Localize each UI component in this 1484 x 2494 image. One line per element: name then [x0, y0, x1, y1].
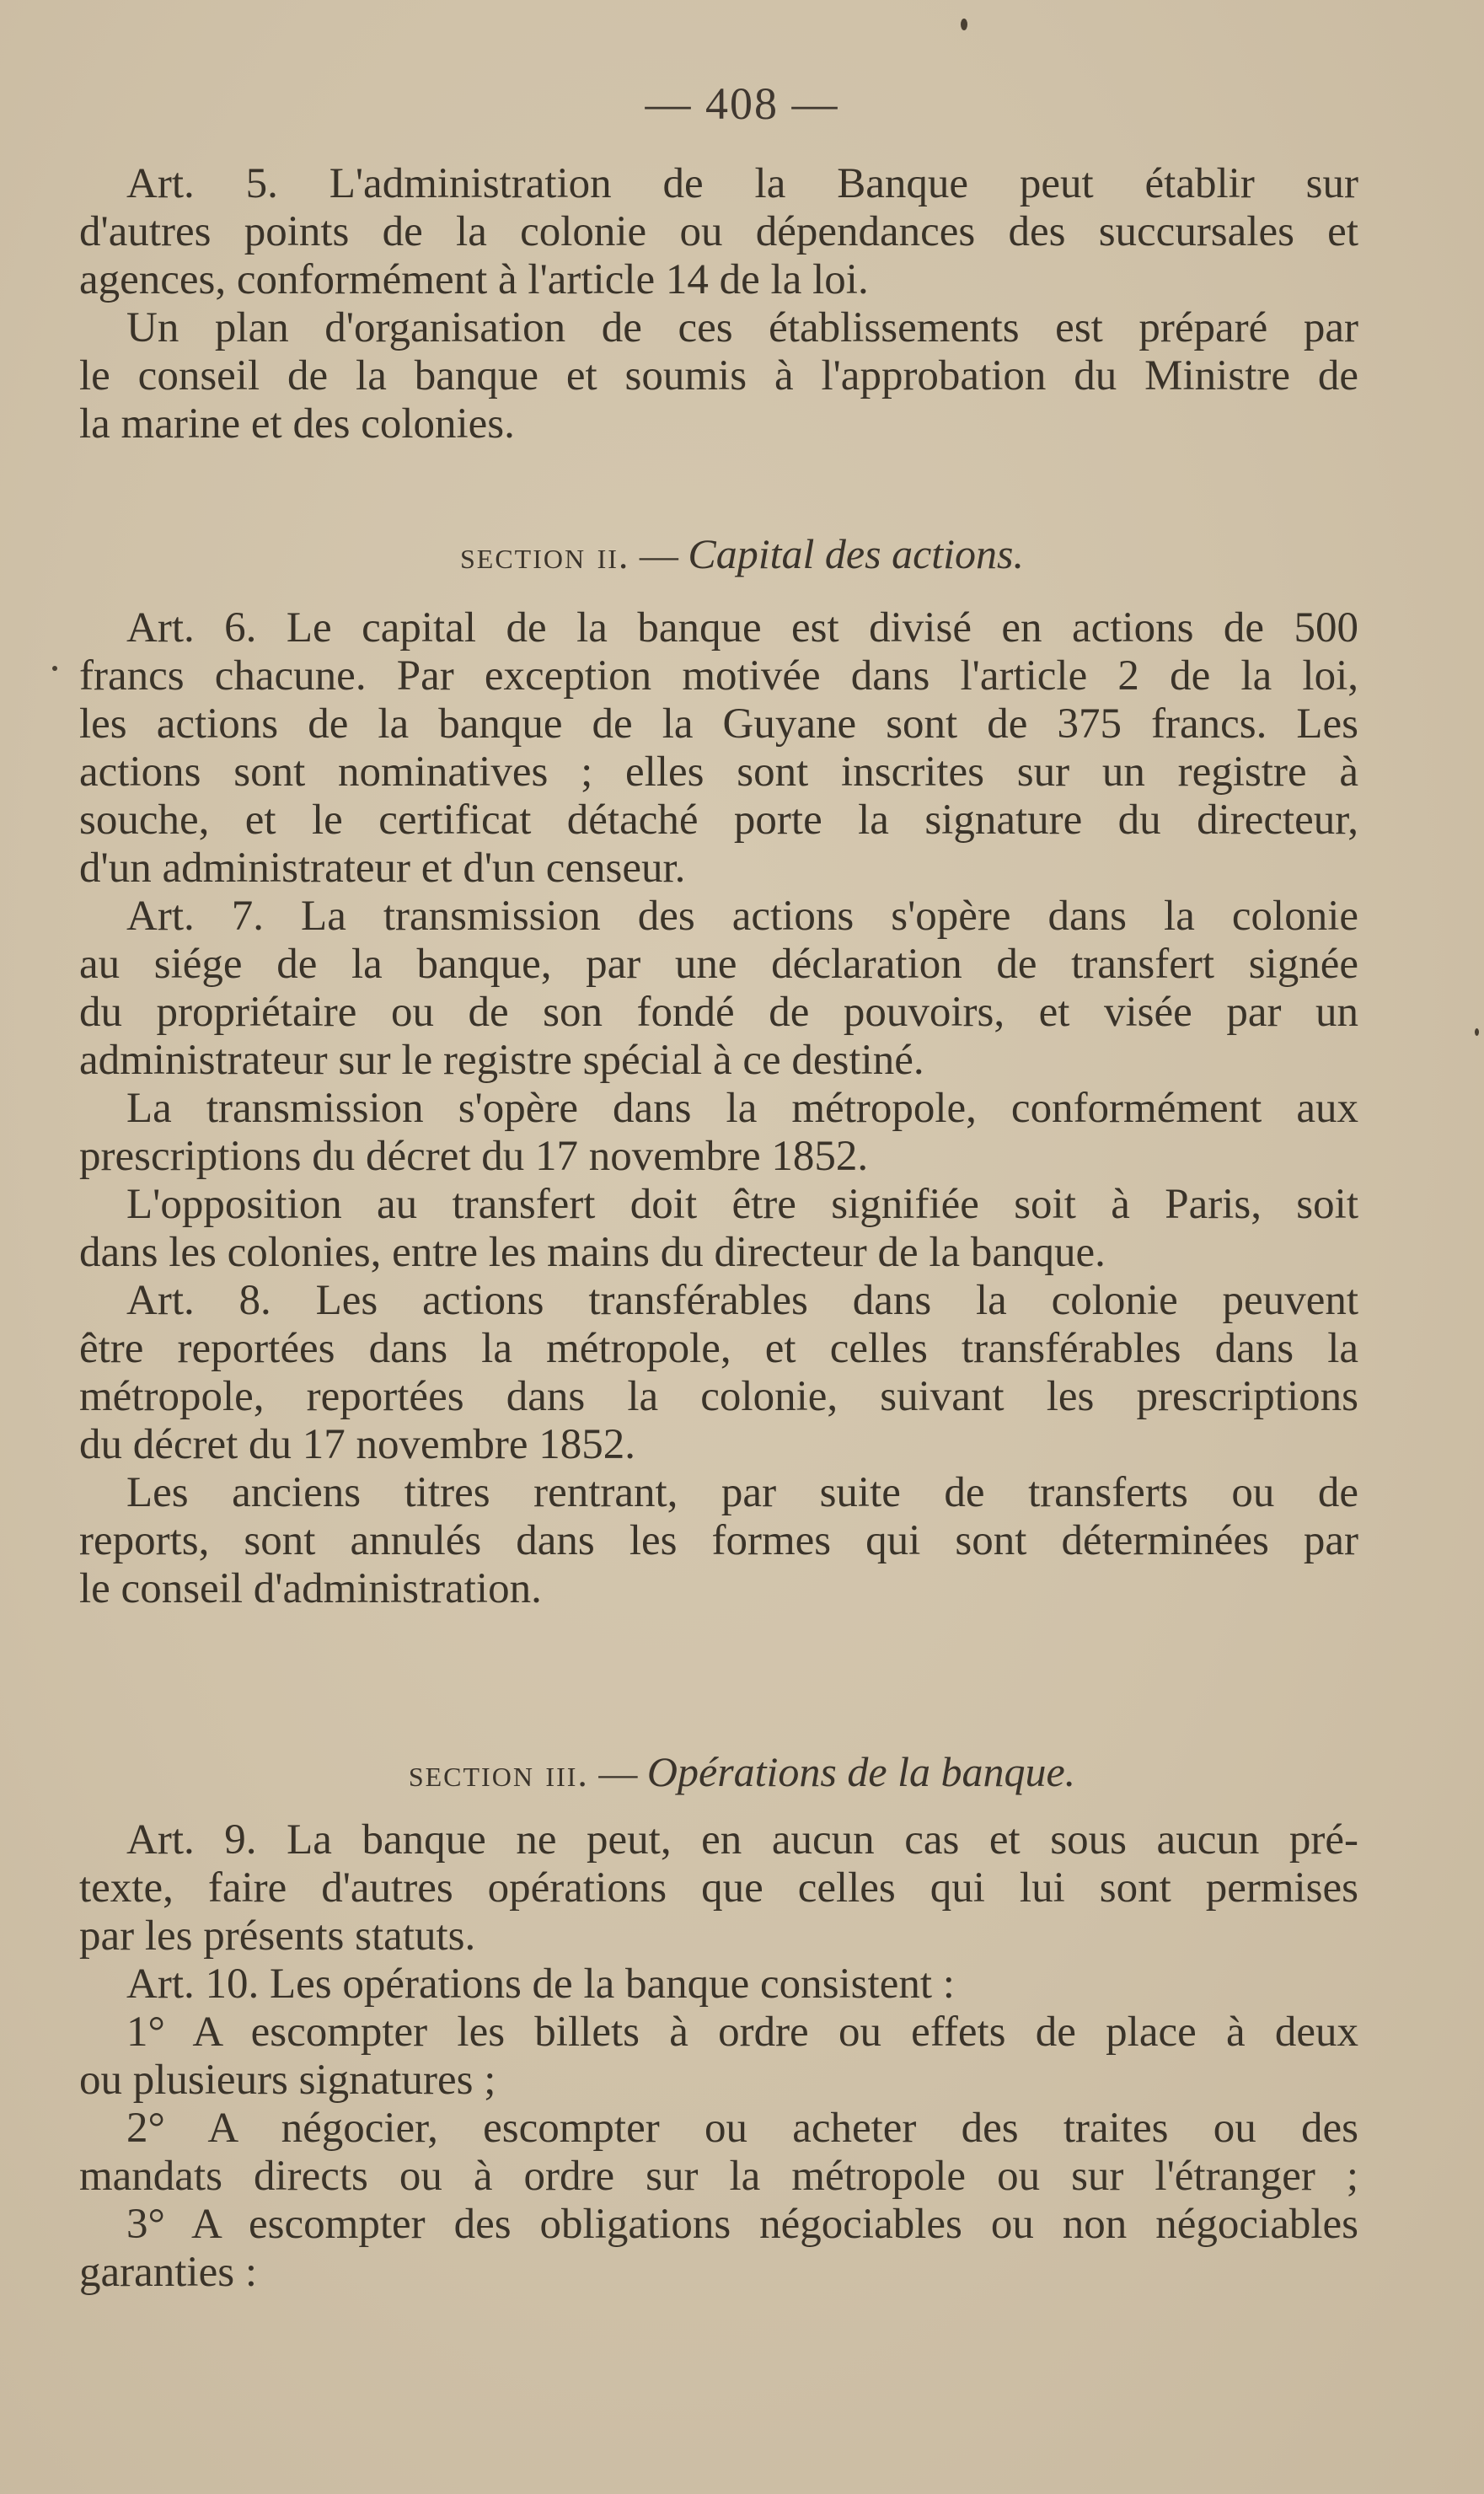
text-line: actions sont nominatives ; elles sont inscrites sur un registre à	[79, 748, 1358, 796]
text-line: L'opposition au transfert doit être signifiée soit à Paris, soit	[126, 1181, 1358, 1228]
text-line: 2° A négocier, escompter ou acheter des traites ou des	[126, 2105, 1358, 2152]
text-line: reports, sont annulés dans les formes qui sont déterminées par	[79, 1517, 1358, 1564]
text-line: administrateur sur le registre spécial à ce destiné.	[79, 1037, 924, 1084]
text-line: 1° A escompter les billets à ordre ou effets de place à deux	[126, 2009, 1358, 2056]
text-line: les actions de la banque de la Guyane sont de 375 francs. Les	[79, 700, 1358, 748]
text-line: texte, faire d'autres opérations que celles qui lui sont permises	[79, 1864, 1358, 1912]
text-line: par les présents statuts.	[79, 1912, 476, 1960]
text-line: garanties :	[79, 2249, 257, 2296]
text-line: francs chacune. Par exception motivée dans l'article 2 de la loi,	[79, 652, 1358, 700]
text-line: Art. 6. Le capital de la banque est divisé en actions de 500	[126, 604, 1358, 652]
text-line: mandats directs ou à ordre sur la métropole ou sur l'étranger ;	[79, 2153, 1358, 2200]
text-line: être reportées dans la métropole, et celles transférables dans la	[79, 1325, 1358, 1372]
text-line: la marine et des colonies.	[79, 400, 515, 448]
section-dash: —	[629, 534, 688, 577]
text-line: Art. 9. La banque ne peut, en aucun cas et sous aucun pré-	[126, 1816, 1358, 1864]
text-line: agences, conformément à l'article 14 de la loi.	[79, 256, 869, 303]
page-number: — 408 —	[645, 78, 839, 129]
text-line: Art. 10. Les opérations de la banque consistent :	[126, 1960, 955, 2008]
text-line: La transmission s'opère dans la métropole, conformément aux	[126, 1085, 1358, 1132]
section-dash: —	[588, 1751, 647, 1794]
text-line: le conseil d'administration.	[79, 1565, 542, 1612]
ink-speck	[52, 666, 57, 671]
text-line: ou plusieurs signatures ;	[79, 2057, 496, 2104]
text-line: d'un administrateur et d'un censeur.	[79, 845, 686, 892]
text-line: Art. 8. Les actions transférables dans la colonie peuvent	[126, 1277, 1358, 1324]
text-line: 3° A escompter des obligations négociables ou non négociables	[126, 2201, 1358, 2248]
text-line: au siége de la banque, par une déclaration de transfert signée	[79, 941, 1358, 988]
text-line: souche, et le certificat détaché porte la signature du directeur,	[79, 796, 1358, 844]
ink-speck	[961, 19, 967, 30]
text-line: dans les colonies, entre les mains du directeur de la banque.	[79, 1229, 1106, 1276]
section-heading	[0, 529, 1484, 578]
text-line: du décret du 17 novembre 1852.	[79, 1421, 635, 1468]
text-line: le conseil de la banque et soumis à l'approbation du Ministre de	[79, 352, 1358, 400]
text-block	[79, 1816, 1358, 2297]
section-title: Capital des actions.	[688, 530, 1025, 577]
text-line: d'autres points de la colonie ou dépendances des succursales et	[79, 208, 1358, 255]
text-block	[79, 604, 1358, 1613]
text-block	[79, 160, 1358, 448]
text-line: Art. 7. La transmission des actions s'opère dans la colonie	[126, 893, 1358, 940]
section-label: section ii.	[459, 534, 630, 577]
text-line: prescriptions du décret du 17 novembre 1852.	[79, 1133, 869, 1180]
text-line: Art. 5. L'administration de la Banque peut établir sur	[126, 160, 1358, 207]
section-heading	[0, 1747, 1484, 1796]
section-title: Opérations de la banque.	[646, 1748, 1076, 1795]
text-line: du propriétaire ou de son fondé de pouvoirs, et visée par un	[79, 989, 1358, 1036]
ink-speck	[1475, 1028, 1479, 1036]
section-label: section iii.	[408, 1751, 589, 1794]
text-line: Un plan d'organisation de ces établissements est préparé par	[126, 304, 1358, 351]
text-line: métropole, reportées dans la colonie, suivant les prescriptions	[79, 1373, 1358, 1420]
text-line: Les anciens titres rentrant, par suite de transferts ou de	[126, 1469, 1358, 1516]
